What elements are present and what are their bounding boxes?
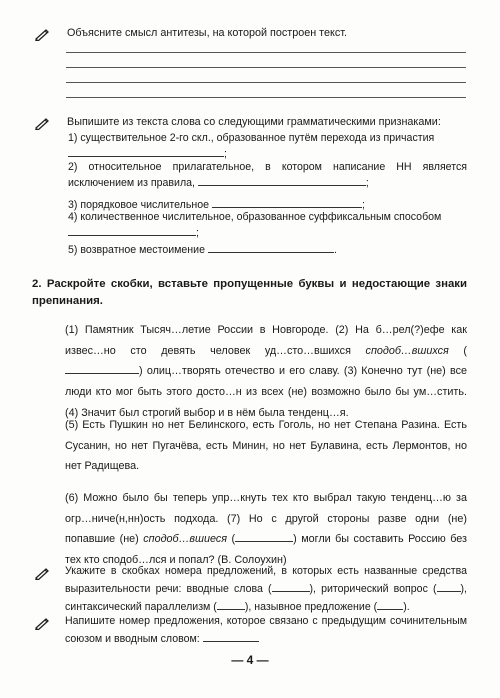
answer-blank[interactable] [68,145,224,157]
answer-blank[interactable] [217,598,245,610]
task2-item-5: 5) возвратное местоимение . [68,241,467,257]
task2-item-1: 1) существительное 2-го скл., образованное путём перехода из причастия ; [68,132,435,161]
task4-prompt: Напишите номер предложения, которое связано с предыдущим сочинительным союзом и вводным словом: [65,615,467,645]
section2-paragraph-1: (1) Памятник Тысяч…летие России в Новгороде. (2) На б…рел(?)ефе как извес…но сто девять человек уд…сто…вшихся сподоб…вшихся () олиц…творять отечество и его славу. (3) Конечно тут (не) все люди кто мог быть этого досто…н из всех (не) возможно было бы ум…стить. (4) Значит был строгий выбор и в нём была тенденц…я. [65,324,467,419]
section2-header: 2. Раскройте скобки, вставьте пропущенные буквы и недостающие знаки препинания. [32,278,467,308]
answer-blank[interactable] [235,530,293,542]
answer-blank[interactable] [68,224,196,236]
pencil-icon [34,27,50,41]
answer-line[interactable] [66,52,466,53]
task2-prompt: Выпишите из текста слова со следующими грамматическими признаками: [67,116,441,128]
answer-blank[interactable] [437,580,461,592]
answer-blank[interactable] [65,362,139,374]
answer-blank[interactable] [377,598,403,610]
answer-blank[interactable] [198,174,366,186]
answer-line[interactable] [66,97,466,98]
answer-blank[interactable] [272,580,310,592]
answer-line[interactable] [66,82,466,83]
section2-paragraph-3: (6) Можно было бы теперь упр…кнуть тех кто выбрал такую тенденц…ю за огр…ниче(н,нн)ость подхода. (7) Но с другой стороны разве одни (не) попавшие (не) сподоб…вшиеся ( ) могли бы составить Россию без тех кто сподоб…лся и попал? (В. Солоухин) [65,492,467,567]
section2-paragraph-2: (5) Есть Пушкин но нет Белинского, есть Гоголь, но нет Степана Разина. Есть Сусанин, но нет Пугачёва, есть Минин, но нет Булавина, есть Лермонтов, но нет Радищева. [65,419,467,473]
task2-item-2: 2) относительное прилагательное, в котором написание НН является исключением из правила, ; [68,161,467,190]
task2-item-3: 3) порядковое числительное ; [68,196,467,212]
answer-blank[interactable] [212,196,362,208]
pencil-icon [34,566,50,580]
pencil-icon [34,616,50,630]
answer-blank[interactable] [203,630,259,642]
pencil-icon [34,116,50,130]
page-number: — 4 — [231,653,269,667]
answer-blank[interactable] [208,241,334,253]
task1-prompt: Объясните смысл антитезы, на которой построен текст. [67,27,348,39]
task2-item-4: 4) количественное числительное, образованное суффиксальным способом ; [68,211,442,240]
answer-line[interactable] [66,67,466,68]
task3-prompt: Укажите в скобках номера предложений, в которых есть названные средства выразительности речи: вводные слова ( ), риторический вопрос ( ), синтаксический параллелизм ( ), назывное предложение ( ). [65,565,467,613]
